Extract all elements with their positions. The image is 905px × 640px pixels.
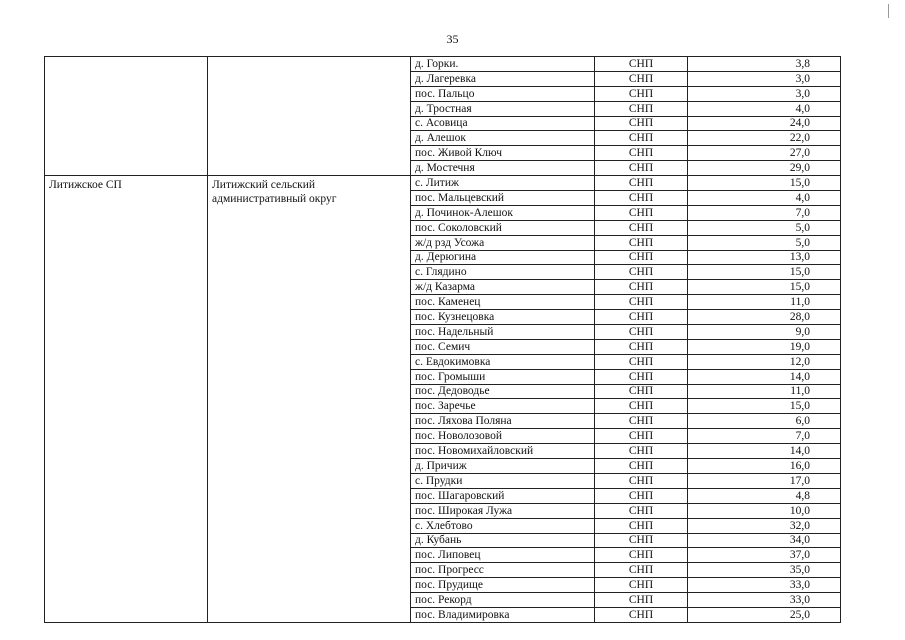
distance-cell: 19,0	[688, 339, 841, 354]
settlement-name-cell: пос. Кузнецовка	[411, 310, 595, 325]
distance-cell: 33,0	[688, 593, 841, 608]
settlement-type-cell: СНП	[595, 503, 688, 518]
settlement-name-cell: пос. Громыши	[411, 369, 595, 384]
settlement-type-cell: СНП	[595, 533, 688, 548]
settlement-type-cell: СНП	[595, 325, 688, 340]
distance-cell: 35,0	[688, 563, 841, 578]
settlement-name-cell: пос. Семич	[411, 339, 595, 354]
distance-cell: 10,0	[688, 503, 841, 518]
distance-cell: 12,0	[688, 354, 841, 369]
settlement-type-cell: СНП	[595, 518, 688, 533]
settlement-type-cell: СНП	[595, 563, 688, 578]
settlement-type-cell: СНП	[595, 444, 688, 459]
settlement-type-cell: СНП	[595, 235, 688, 250]
settlement-type-cell: СНП	[595, 146, 688, 161]
settlement-type-cell: СНП	[595, 414, 688, 429]
distance-cell: 27,0	[688, 146, 841, 161]
distance-cell: 24,0	[688, 116, 841, 131]
settlement-type-cell: СНП	[595, 459, 688, 474]
settlement-type-cell: СНП	[595, 399, 688, 414]
settlement-type-cell: СНП	[595, 205, 688, 220]
settlement-name-cell: д. Причиж	[411, 459, 595, 474]
distance-cell: 3,8	[688, 57, 841, 72]
settlement-type-cell: СНП	[595, 280, 688, 295]
distance-cell: 32,0	[688, 518, 841, 533]
distance-cell: 15,0	[688, 265, 841, 280]
settlement-name-cell: с. Глядино	[411, 265, 595, 280]
settlement-name-cell: д. Алешок	[411, 131, 595, 146]
settlement-name-cell: пос. Широкая Лужа	[411, 503, 595, 518]
distance-cell: 25,0	[688, 607, 841, 622]
distance-cell: 11,0	[688, 295, 841, 310]
distance-cell: 5,0	[688, 235, 841, 250]
settlement-name-cell: пос. Мальцевский	[411, 191, 595, 206]
settlement-type-cell: СНП	[595, 101, 688, 116]
settlement-type-cell: СНП	[595, 339, 688, 354]
settlement-name-cell: пос. Новолозовой	[411, 429, 595, 444]
settlement-type-cell: СНП	[595, 191, 688, 206]
distance-cell: 9,0	[688, 325, 841, 340]
settlement-name-cell: пос. Новомихайловский	[411, 444, 595, 459]
settlement-type-cell: СНП	[595, 384, 688, 399]
settlement-name-cell: пос. Пальцо	[411, 86, 595, 101]
distance-cell: 29,0	[688, 161, 841, 176]
distance-cell: 5,0	[688, 220, 841, 235]
settlement-type-cell: СНП	[595, 220, 688, 235]
settlement-name-cell: пос. Рекорд	[411, 593, 595, 608]
settlement-type-cell: СНП	[595, 57, 688, 72]
distance-cell: 15,0	[688, 176, 841, 191]
settlement-name-cell: пос. Шагаровский	[411, 488, 595, 503]
settlement-type-cell: СНП	[595, 548, 688, 563]
settlement-type-cell: СНП	[595, 369, 688, 384]
distance-cell: 13,0	[688, 250, 841, 265]
distance-cell: 15,0	[688, 399, 841, 414]
distance-cell: 4,8	[688, 488, 841, 503]
distance-cell: 14,0	[688, 444, 841, 459]
settlement-name-cell: пос. Каменец	[411, 295, 595, 310]
settlement-type-cell: СНП	[595, 161, 688, 176]
settlement-type-cell: СНП	[595, 429, 688, 444]
settlement-type-cell: СНП	[595, 593, 688, 608]
settlement-name-cell: д. Мостечня	[411, 161, 595, 176]
distance-cell: 3,0	[688, 86, 841, 101]
municipality-cell	[45, 57, 208, 176]
settlements-table-body	[45, 57, 841, 623]
settlement-type-cell: СНП	[595, 265, 688, 280]
distance-cell: 33,0	[688, 578, 841, 593]
settlement-type-cell: СНП	[595, 71, 688, 86]
distance-cell: 37,0	[688, 548, 841, 563]
settlement-type-cell: СНП	[595, 310, 688, 325]
settlement-name-cell: с. Асовица	[411, 116, 595, 131]
settlement-name-cell: с. Прудки	[411, 473, 595, 488]
distance-cell: 4,0	[688, 191, 841, 206]
page-edge-mark	[888, 4, 889, 18]
settlement-type-cell: СНП	[595, 295, 688, 310]
settlements-table	[44, 56, 841, 623]
distance-cell: 34,0	[688, 533, 841, 548]
table-row	[45, 57, 841, 72]
settlement-type-cell: СНП	[595, 250, 688, 265]
settlement-name-cell: д. Дерюгина	[411, 250, 595, 265]
settlement-name-cell: с. Хлебтово	[411, 518, 595, 533]
distance-cell: 4,0	[688, 101, 841, 116]
settlement-type-cell: СНП	[595, 354, 688, 369]
settlement-name-cell: пос. Надельный	[411, 325, 595, 340]
settlement-name-cell: д. Тростная	[411, 101, 595, 116]
distance-cell: 16,0	[688, 459, 841, 474]
distance-cell: 7,0	[688, 205, 841, 220]
settlement-name-cell: ж/д Казарма	[411, 280, 595, 295]
distance-cell: 11,0	[688, 384, 841, 399]
settlement-name-cell: с. Евдокимовка	[411, 354, 595, 369]
settlement-name-cell: пос. Соколовский	[411, 220, 595, 235]
settlement-name-cell: д. Лагеревка	[411, 71, 595, 86]
settlement-name-cell: пос. Прогресс	[411, 563, 595, 578]
settlement-name-cell: пос. Дедоводье	[411, 384, 595, 399]
distance-cell: 14,0	[688, 369, 841, 384]
settlement-name-cell: пос. Липовец	[411, 548, 595, 563]
distance-cell: 3,0	[688, 71, 841, 86]
table-row	[45, 176, 841, 191]
page-number: 35	[446, 32, 459, 46]
settlement-type-cell: СНП	[595, 607, 688, 622]
distance-cell: 17,0	[688, 473, 841, 488]
settlement-name-cell: ж/д рзд Усожа	[411, 235, 595, 250]
settlement-name-cell: д. Горки.	[411, 57, 595, 72]
settlement-name-cell: пос. Ляхова Поляна	[411, 414, 595, 429]
settlement-type-cell: СНП	[595, 578, 688, 593]
settlement-type-cell: СНП	[595, 86, 688, 101]
settlement-type-cell: СНП	[595, 488, 688, 503]
settlement-name-cell: пос. Заречье	[411, 399, 595, 414]
settlement-name-cell: пос. Живой Ключ	[411, 146, 595, 161]
settlement-type-cell: СНП	[595, 473, 688, 488]
distance-cell: 28,0	[688, 310, 841, 325]
municipality-cell: Литижское СП	[45, 176, 208, 623]
settlement-name-cell: пос. Владимировка	[411, 607, 595, 622]
settlement-type-cell: СНП	[595, 131, 688, 146]
settlement-type-cell: СНП	[595, 116, 688, 131]
distance-cell: 6,0	[688, 414, 841, 429]
settlement-name-cell: пос. Прудище	[411, 578, 595, 593]
settlement-name-cell: д. Кубань	[411, 533, 595, 548]
district-cell: Литижский сельский административный округ	[208, 176, 411, 623]
distance-cell: 7,0	[688, 429, 841, 444]
district-cell	[208, 57, 411, 176]
distance-cell: 15,0	[688, 280, 841, 295]
settlement-name-cell: с. Литиж	[411, 176, 595, 191]
distance-cell: 22,0	[688, 131, 841, 146]
settlement-type-cell: СНП	[595, 176, 688, 191]
settlement-name-cell: д. Починок-Алешок	[411, 205, 595, 220]
